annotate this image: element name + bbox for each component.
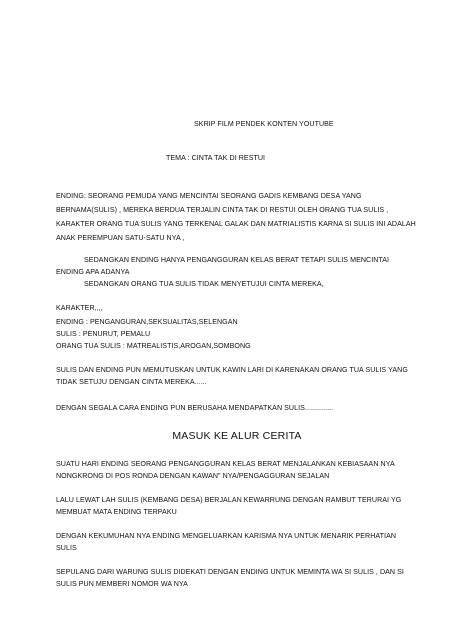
story-line: MEMBUAT MATA ENDING TERPAKU (56, 508, 177, 516)
story-line: SULIS PUN MEMBERI NOMOR WA NYA (56, 580, 188, 588)
story-line: LALU LEWAT LAH SULIS (KEMBANG DESA) BERJALAN KEWARRUNG DENGAN RAMBUT TERURAI YG (56, 496, 402, 504)
section-heading: MASUK KE ALUR CERITA (172, 430, 302, 442)
story-line: SEPULANG DARI WARUNG SULIS DIDEKATI DENGAN ENDING UNTUK MEMINTA WA SI SULIS , DAN SI (56, 568, 404, 576)
story-line: NONGKRONG DI POS RONDA DENGAN KAWAN" NYA/PENGAGGURAN SEJALAN (56, 472, 330, 480)
story-line: DENGAN KEKUMUHAN NYA ENDING MENGELUARKAN KARISMA NYA UNTUK MENARIK PERHATIAN (56, 532, 397, 540)
theme-line: TEMA : CINTA TAK DI RESTUI (166, 154, 266, 162)
pursuit-line: DENGAN SEGALA CARA ENDING PUN BERUSAHA MENDAPATKAN SULIS.............. (56, 404, 334, 412)
document-title: SKRIP FILM PENDEK KONTEN YOUTUBE (194, 120, 334, 128)
conflict-line: SEDANGKAN ORANG TUA SULIS TIDAK MENYETUJUI CINTA MEREKA, (84, 280, 324, 288)
character-line: ENDING : PENGANGURAN,SEKSUALITAS,SELENGAN (56, 318, 238, 326)
plot-line: SULIS DAN ENDING PUN MEMUTUSKAN UNTUK KAWIN LARI DI KARENAKAN ORANG TUA SULIS YANG (56, 366, 408, 374)
plot-line: TIDAK SETUJU DENGAN CINTA MEREKA...... (56, 378, 207, 386)
synopsis-line: ENDING: SEORANG PEMUDA YANG MENCINTAI SEORANG GADIS KEMBANG DESA YANG (56, 192, 362, 200)
story-line: SUATU HARI ENDING SEORANG PENGANGGURAN KELAS BERAT MENJALANKAN KEBIASAAN NYA (56, 460, 395, 468)
characters-heading: KARAKTER,,,, (56, 304, 103, 312)
story-line: SULIS (56, 544, 77, 552)
synopsis-line: ANAK PEREMPUAN SATU-SATU NYA , (56, 234, 185, 242)
conflict-line: ENDING APA ADANYA (56, 268, 130, 276)
synopsis-line: KARAKTER ORANG TUA SULIS YANG TERKENAL GALAK DAN MATRIALISTIS KARNA SI SULIS INI ADALAH (56, 220, 416, 228)
conflict-line: SEDANGKAN ENDING HANYA PENGANGGURAN KELAS BERAT TETAPI SULIS MENCINTAI (84, 256, 390, 264)
character-line: SULIS : PENURUT, PEMALU (56, 330, 151, 338)
synopsis-line: BERNAMA(SULIS) , MEREKA BERDUA TERJALIN CINTA TAK DI RESTUI OLEH ORANG TUA SULIS , (56, 206, 389, 214)
character-line: ORANG TUA SULIS : MATREALISTIS,AROGAN,SOMBONG (56, 342, 251, 350)
